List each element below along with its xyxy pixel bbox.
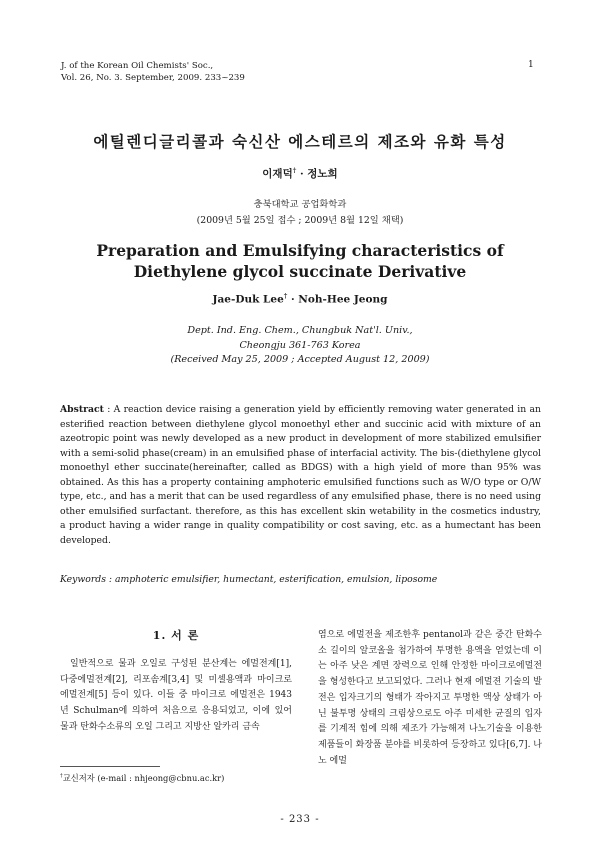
abstract	[60, 403, 541, 548]
journal-line-1: J. of the Korean Oil Chemists' Soc.,	[61, 61, 214, 71]
intro-right-column: 염으로 에멀전을 제조한후 pentanol과 같은 중간 탄화수소 길이의 알코올을 첨가하여 투명한 용액을 얻었는데 이는 아주 낮은 계면 장력으로 인해 안정한 마이크로에멀전을 형성한다고 보고되었다. 그러나 현재 에멀젼 기술의 발전은 입자크기의 형태가 작아지고 투명한 액상 상태가 아닌 불투명 상태의 크림상으로도 아주 미세한 균질의 입자를 기계적 힘에 의해 제조가 가능해져 나노기술을 이용한 제품들이 화장품 분야를 비롯하여 등장하고 있다[6,7]. 나노 에멀	[318, 630, 542, 766]
abstract-text: : A reaction device raising a generation yield by efficiently removing water generated in an esterified reaction between diethylene glycol monoethyl ether and succinic acid with mixture of an azeotropic point was newly developed as a new product in development of more stabilized emulsifier with a semi-solid phase(cream) in an emulsified phase of interfacial activity. The bis-(diethylene glycol monoethyl ether succinate(hereinafter, called as BDGS) with a high yield of more than 95% was obtained. As this has a property containing amphoteric emulsified functions such as W/O type or O/W type, etc., and has a merit that can be used regardless of any emulsified phase, there is no need using other emulsified surfactant. therefore, as this has excellent skin wetability in the cosmetics industry, a product having a wider range in quality compatibility or cost saving, etc. as a humectant has been developed.	[60, 404, 541, 546]
footnote-text: 교신저자 (e-mail : nhjeong@cbnu.ac.kr)	[62, 773, 225, 783]
korean-authors	[0, 166, 600, 181]
english-authors	[0, 292, 600, 306]
korean-author-2: · 정노희	[296, 168, 338, 180]
english-affiliation	[0, 324, 600, 368]
english-affil-line-2: Cheongju 361-763 Korea	[239, 339, 361, 351]
english-title-line-1: Preparation and Emulsifying characteristics of	[96, 241, 504, 260]
korean-title: 에틸렌디글리콜과 숙신산 에스테르의 제조와 유화 특성	[93, 132, 507, 151]
footnote-divider	[60, 766, 160, 767]
top-page-number: 1	[528, 60, 534, 70]
korean-author-1: 이재덕	[262, 168, 293, 180]
page-footer-number: - 233 -	[280, 814, 320, 825]
keywords-label: Keywords	[60, 574, 106, 585]
intro-left-column: 일반적으로 물과 오일로 구성된 분산계는 에멀전계[1], 다중에멀전계[2], 리포솜계[3,4] 및 미셀용액과 마이크로 에멀전계[5] 등이 있다. 이들 중 마이크로 에멀전은 1943년 Schulman에 의하여 처음으로 응용되었고, 이에 있어 물과 탄화수소류의 오일 그리고 지방산 알카리 금속	[60, 659, 292, 732]
keywords-text: : amphoteric emulsifier, humectant, esterification, emulsion, liposome	[105, 574, 438, 585]
korean-affiliation: 충북대학교 공업화학과	[253, 199, 347, 210]
korean-received-date: (2009년 5월 25일 접수 ; 2009년 8월 12일 채택)	[196, 215, 404, 226]
corresponding-mark: †	[292, 166, 297, 175]
english-title-line-2: Diethylene glycol succinate Derivative	[133, 262, 467, 281]
footnote	[60, 772, 224, 784]
english-author-1: Jae-Duk Lee	[212, 293, 284, 306]
section-title-introduction: 1. 서 론	[152, 629, 200, 642]
english-received-date: (Received May 25, 2009 ; Accepted August 12, 2009)	[170, 354, 430, 366]
english-affil-line-1: Dept. Ind. Eng. Chem., Chungbuk Nat'l. Univ.,	[187, 325, 413, 336]
footnote-mark: †	[60, 773, 63, 780]
english-author-2: · Noh-Hee Jeong	[287, 293, 388, 306]
corresponding-mark-en: †	[283, 292, 288, 300]
journal-citation	[61, 60, 245, 84]
abstract-label: Abstract	[60, 404, 104, 415]
english-title	[0, 240, 600, 282]
keywords	[60, 574, 541, 585]
journal-line-2: Vol. 26, No. 3. September, 2009. 233~239	[61, 73, 245, 83]
